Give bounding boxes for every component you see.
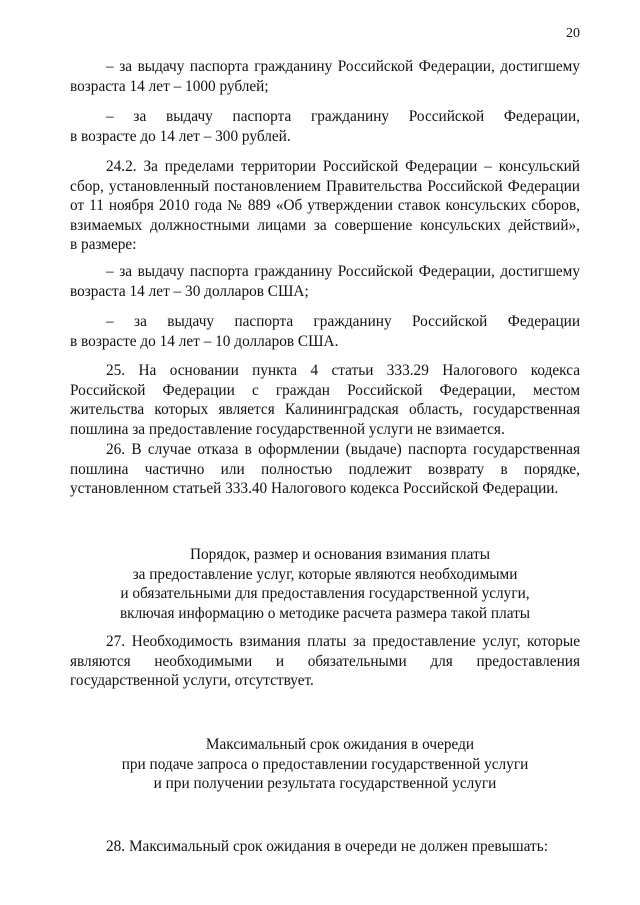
paragraph-27 (70, 632, 580, 691)
paragraph-28 (70, 837, 580, 857)
text-line: 27. Необходимость взимания платы за предоставление услуг, которые (106, 633, 580, 650)
fee-item-adult-1000 (70, 57, 580, 96)
text-line: государственной услуги, отсутствует. (70, 672, 314, 689)
text-line: пошлина частично или полностью подлежит возврату в порядке, (70, 460, 580, 478)
text-line: – за выдачу паспорта гражданину Российской Федерации, достигшему (106, 263, 580, 280)
heading-line: и обязательными для предоставления государственной услуги, (120, 585, 530, 602)
text-line: в размере: (70, 236, 137, 253)
text-line: 25. На основании пункта 4 статьи 333.29 Налогового кодекса (106, 362, 580, 379)
text-line: – за выдачу паспорта гражданину Российской Федерации, достигшему (106, 58, 580, 75)
heading-line: включая информацию о методике расчета размера такой платы (119, 604, 531, 622)
heading-line: при подаче запроса о предоставлении государственной услуги (121, 755, 529, 773)
paragraph-25 (70, 361, 580, 439)
section-heading-fees-for-services (70, 545, 580, 623)
text-line: жительства которых является Калининградская область, государственная (70, 401, 580, 418)
text-line: – за выдачу паспорта гражданину Российской Федерации (106, 313, 580, 330)
heading-line: за предоставление услуг, которые являются необходимыми (132, 565, 518, 583)
heading-line: Порядок, размер и основания взимания платы (189, 546, 491, 563)
heading-line: и при получении результата государственной услуги (153, 775, 497, 792)
page-number: 20 (566, 26, 580, 41)
text-line: от 11 ноября 2010 года № 889 «Об утверждении ставок консульских сборов, (70, 197, 580, 214)
text-line: 26. В случае отказа в оформлении (выдаче) паспорта государственная (106, 441, 580, 458)
text-line: в возрасте до 14 лет – 10 долларов США. (70, 332, 339, 350)
text-line: возраста 14 лет – 30 долларов США; (70, 282, 309, 300)
text-line: сбор, установленный постановлением Правительства Российской Федерации (70, 177, 580, 195)
paragraph-26 (70, 440, 580, 499)
section-heading-max-waiting-time (70, 735, 580, 794)
text-line: Российской Федерации с граждан Российской Федерации, местом (70, 381, 580, 399)
heading-line: Максимальный срок ожидания в очереди (205, 736, 475, 753)
text-line: в возрасте до 14 лет – 300 рублей. (70, 127, 291, 145)
text-line: 24.2. За пределами территории Российской Федерации – консульский (106, 158, 580, 175)
text-line: являются необходимыми и обязательными для предоставления (70, 652, 580, 670)
text-line: взимаемых должностными лицами за совершение консульских действий», (70, 216, 580, 234)
text-line: – за выдачу паспорта гражданину Российской Федерации, (106, 108, 580, 125)
paragraph-24-2 (70, 157, 580, 255)
text-line: установленном статьей 333.40 Налогового кодекса Российской Федерации. (70, 480, 559, 497)
text-line: пошлина за предоставление государственной услуги не взимается. (70, 420, 505, 438)
fee-item-adult-30-usd (70, 262, 580, 301)
text-line: возраста 14 лет – 1000 рублей; (70, 77, 269, 95)
fee-item-child-10-usd (70, 312, 580, 351)
fee-item-child-300 (70, 107, 580, 146)
text-line: 28. Максимальный срок ожидания в очереди не должен превышать: (106, 838, 548, 855)
